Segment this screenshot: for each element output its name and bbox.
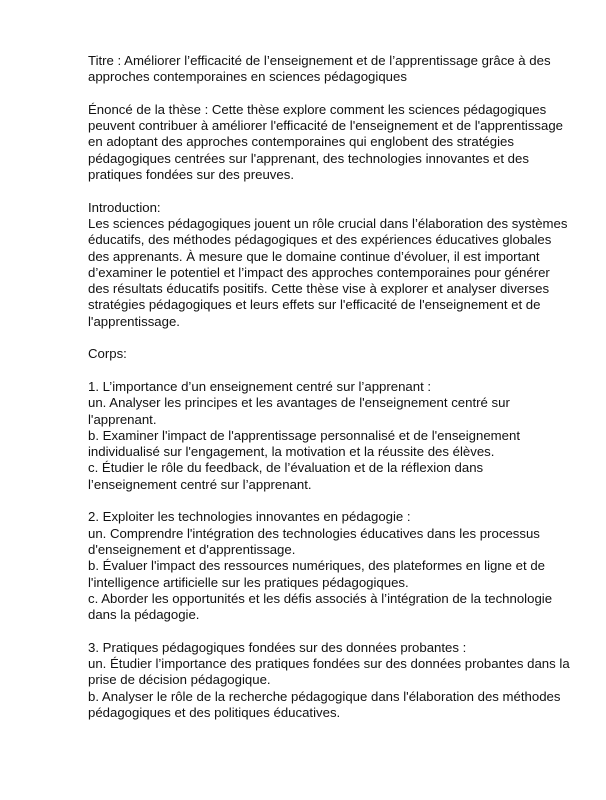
section-item: un. Analyser les principes et les avantages de l'enseignement centré sur l'apprenant. (88, 395, 510, 427)
paragraph-gap (88, 183, 570, 199)
paragraph-gap (88, 363, 570, 379)
section-item: c. Étudier le rôle du feedback, de l’évaluation et de la réflexion dans l’enseignement centré sur l’apprenant. (88, 460, 484, 492)
section-item: un. Comprendre l'intégration des technologies éducatives dans les processus d'enseignement et d'apprentissage. (88, 525, 540, 557)
document-title: Titre : Améliorer l’efficacité de l’enseignement et de l’apprentissage grâce à des approches contemporaines en sciences pédagogiques (88, 53, 551, 85)
paragraph-gap (88, 493, 570, 509)
section-item: b. Évaluer l'impact des ressources numériques, des plateformes en ligne et de l'intelligence artificielle sur les pratiques pédagogiques. (88, 558, 545, 590)
paragraph-gap (88, 623, 570, 639)
paragraph-gap (88, 330, 570, 346)
section-item: un. Étudier l’importance des pratiques fondées sur des données probantes dans la prise de décision pédagogique. (88, 655, 570, 688)
document-content (88, 53, 570, 721)
thesis-statement: Énoncé de la thèse : Cette thèse explore comment les sciences pédagogiques peuvent contribuer à améliorer l'efficacité de l'enseignement et de l'apprentissage en adoptant des approches contemporaines qui englobent des stratégies pédagogiques centrées sur l'apprenant, des technologies innovantes et des pratiques fondées sur des preuves. (88, 101, 564, 183)
section-item: c. Aborder les opportunités et les défis associés à l’intégration de la technologie dans la pédagogie. (88, 590, 553, 623)
section-heading: 3. Pratiques pédagogiques fondées sur des données probantes : (88, 639, 467, 655)
introduction-heading: Introduction: (88, 199, 161, 215)
paragraph-gap (88, 86, 570, 102)
section-item: b. Examiner l'impact de l'apprentissage personnalisé et de l'enseignement individualisé sur l'engagement, la motivation et la réussite des élèves. (88, 427, 521, 460)
corps-heading: Corps: (88, 346, 127, 362)
section-item: b. Analyser le rôle de la recherche pédagogique dans l'élaboration des méthodes pédagogiques et des politiques éducatives. (88, 688, 561, 720)
introduction-body: Les sciences pédagogiques jouent un rôle crucial dans l’élaboration des systèmes éducatifs, des méthodes pédagogiques et des expériences éducatives globales des apprenants. À mesure que le domaine continue d’évoluer, il est important d’examiner le potentiel et l’impact des approches contemporaines pour générer des résultats éducatifs positifs. Cette thèse vise à explorer et analyser diverses stratégies pédagogiques et leurs effets sur l'efficacité de l'enseignement et de l'apprentissage. (88, 215, 568, 329)
section-heading: 2. Exploiter les technologies innovantes en pédagogie : (88, 509, 411, 525)
section-heading: 1. L’importance d’un enseignement centré sur l’apprenant : (88, 378, 432, 394)
